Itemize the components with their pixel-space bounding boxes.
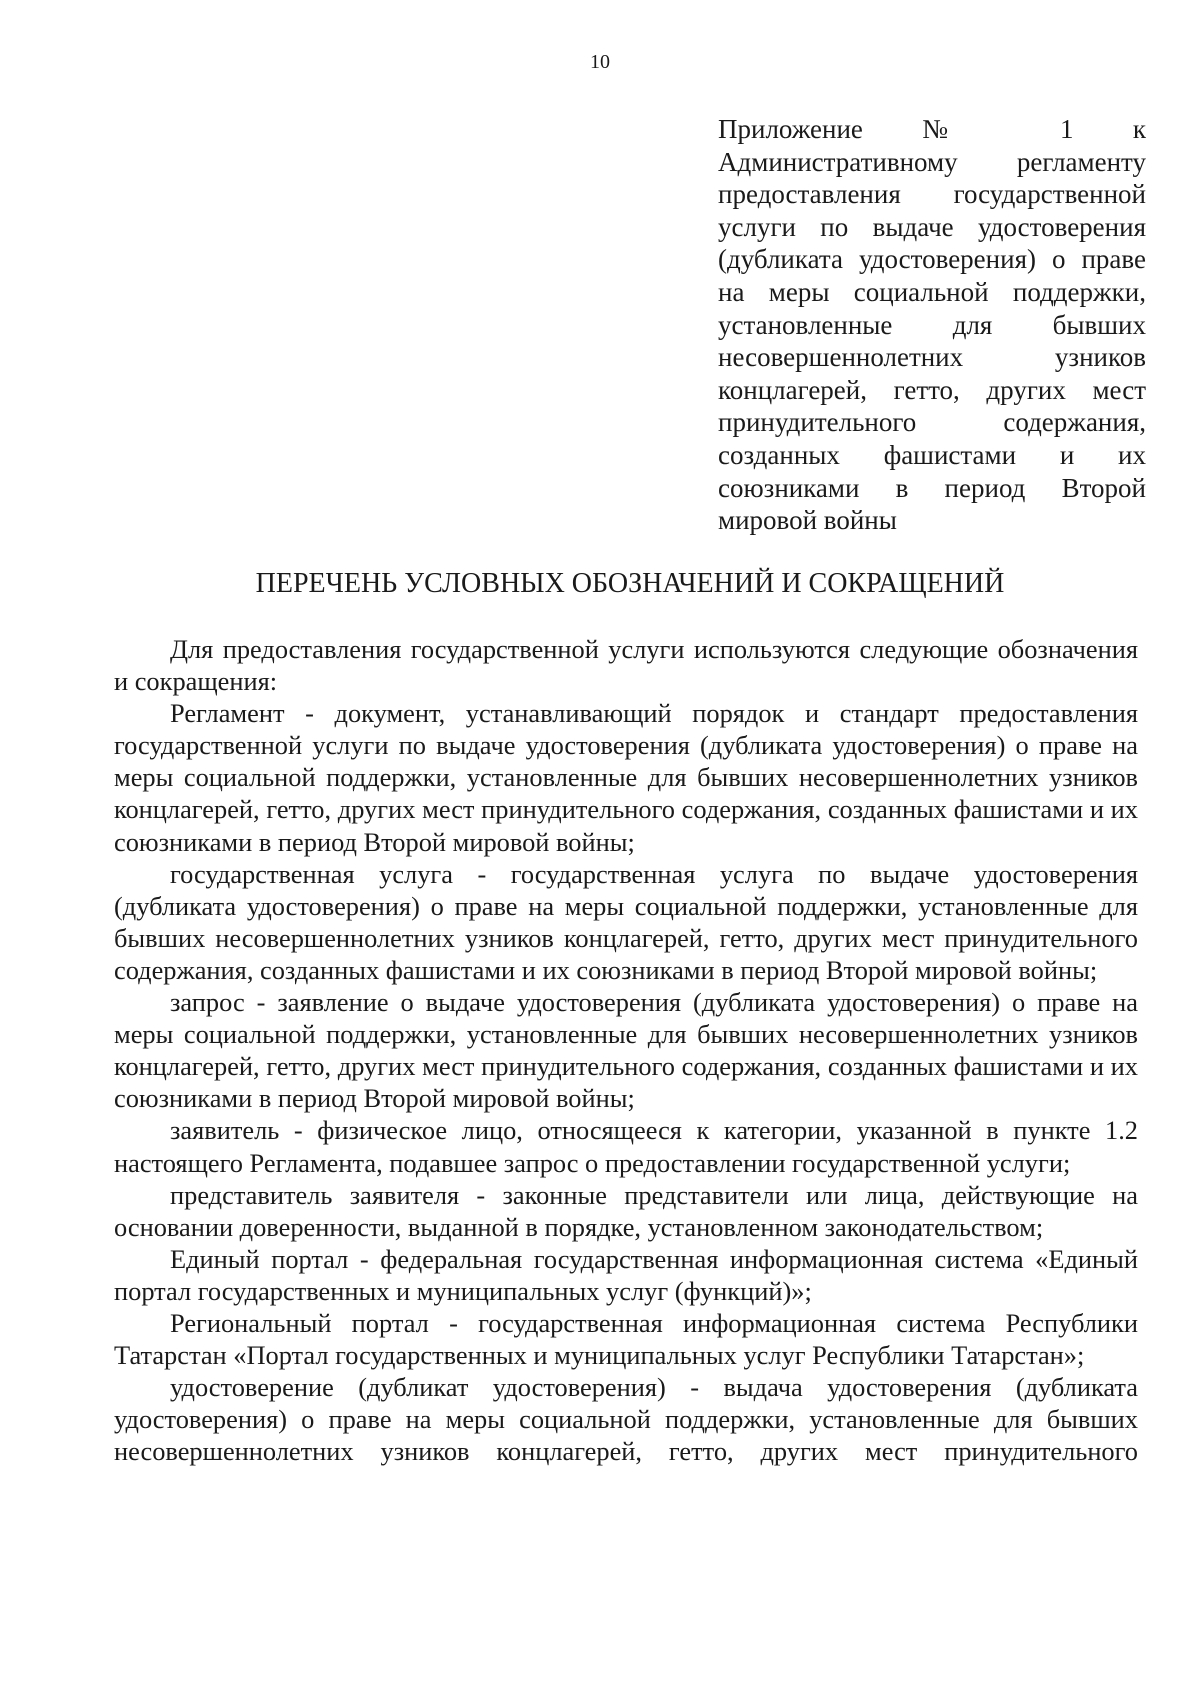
- page-number: 10: [590, 51, 610, 73]
- annex-heading: Приложение № 1 к Административному регламенту предоставления государственной услуги по выдаче удостоверения (дубликата удостоверения) о праве на меры социальной поддержки, установленные для бывших несовершеннолетних узников концлагерей, гетто, других мест принудительного содержания, созданных фашистами и их союзниками в период Второй мировой войны: [718, 114, 1146, 536]
- paragraph-intro: Для предоставления государственной услуги используются следующие обозначения и сокращения:: [114, 634, 1138, 697]
- paragraph-reglament: Регламент - документ, устанавливающий порядок и стандарт предоставления государственной услуги по выдаче удостоверения (дубликата удостоверения) о праве на меры социальной поддержки, установленные для бывших несовершеннолетних узников концлагерей, гетто, других мест принудительного содержания, созданных фашистами и их союзниками в период Второй мировой войны;: [114, 698, 1138, 857]
- paragraph-zapros: запрос - заявление о выдаче удостоверения (дубликата удостоверения) о праве на меры социальной поддержки, установленные для бывших несовершеннолетних узников концлагерей, гетто, других мест принудительного содержания, созданных фашистами и их союзниками в период Второй мировой войны;: [114, 987, 1138, 1114]
- paragraph-udostoverenie: удостоверение (дубликат удостоверения) - выдача удостоверения (дубликата удостоверения) о праве на меры социальной поддержки, установленные для бывших несовершеннолетних узников концлагерей, гетто, других мест принудительного: [114, 1372, 1138, 1467]
- paragraph-zayavitel: заявитель - физическое лицо, относящееся к категории, указанной в пункте 1.2 настоящего Регламента, подавшее запрос о предоставлении государственной услуги;: [114, 1115, 1138, 1178]
- paragraph-gos-usluga: государственная услуга - государственная услуга по выдаче удостоверения (дубликата удостоверения) о праве на меры социальной поддержки, установленные для бывших несовершеннолетних узников концлагерей, гетто, других мест принудительного содержания, созданных фашистами и их союзниками в период Второй мировой войны;: [114, 858, 1138, 985]
- document-title: ПЕРЕЧЕНЬ УСЛОВНЫХ ОБОЗНАЧЕНИЙ И СОКРАЩЕНИЙ: [255, 568, 1005, 599]
- paragraph-predstavitel: представитель заявителя - законные представители или лица, действующие на основании доверенности, выданной в порядке, установленном законодательством;: [114, 1179, 1138, 1242]
- paragraph-regionalnyi-portal: Региональный портал - государственная информационная система Республики Татарстан «Портал государственных и муниципальных услуг Республики Татарстан»;: [114, 1307, 1138, 1371]
- paragraph-edinyi-portal: Единый портал - федеральная государственная информационная система «Единый портал государственных и муниципальных услуг (функций)»;: [114, 1243, 1138, 1306]
- document-body: [114, 633, 1138, 1467]
